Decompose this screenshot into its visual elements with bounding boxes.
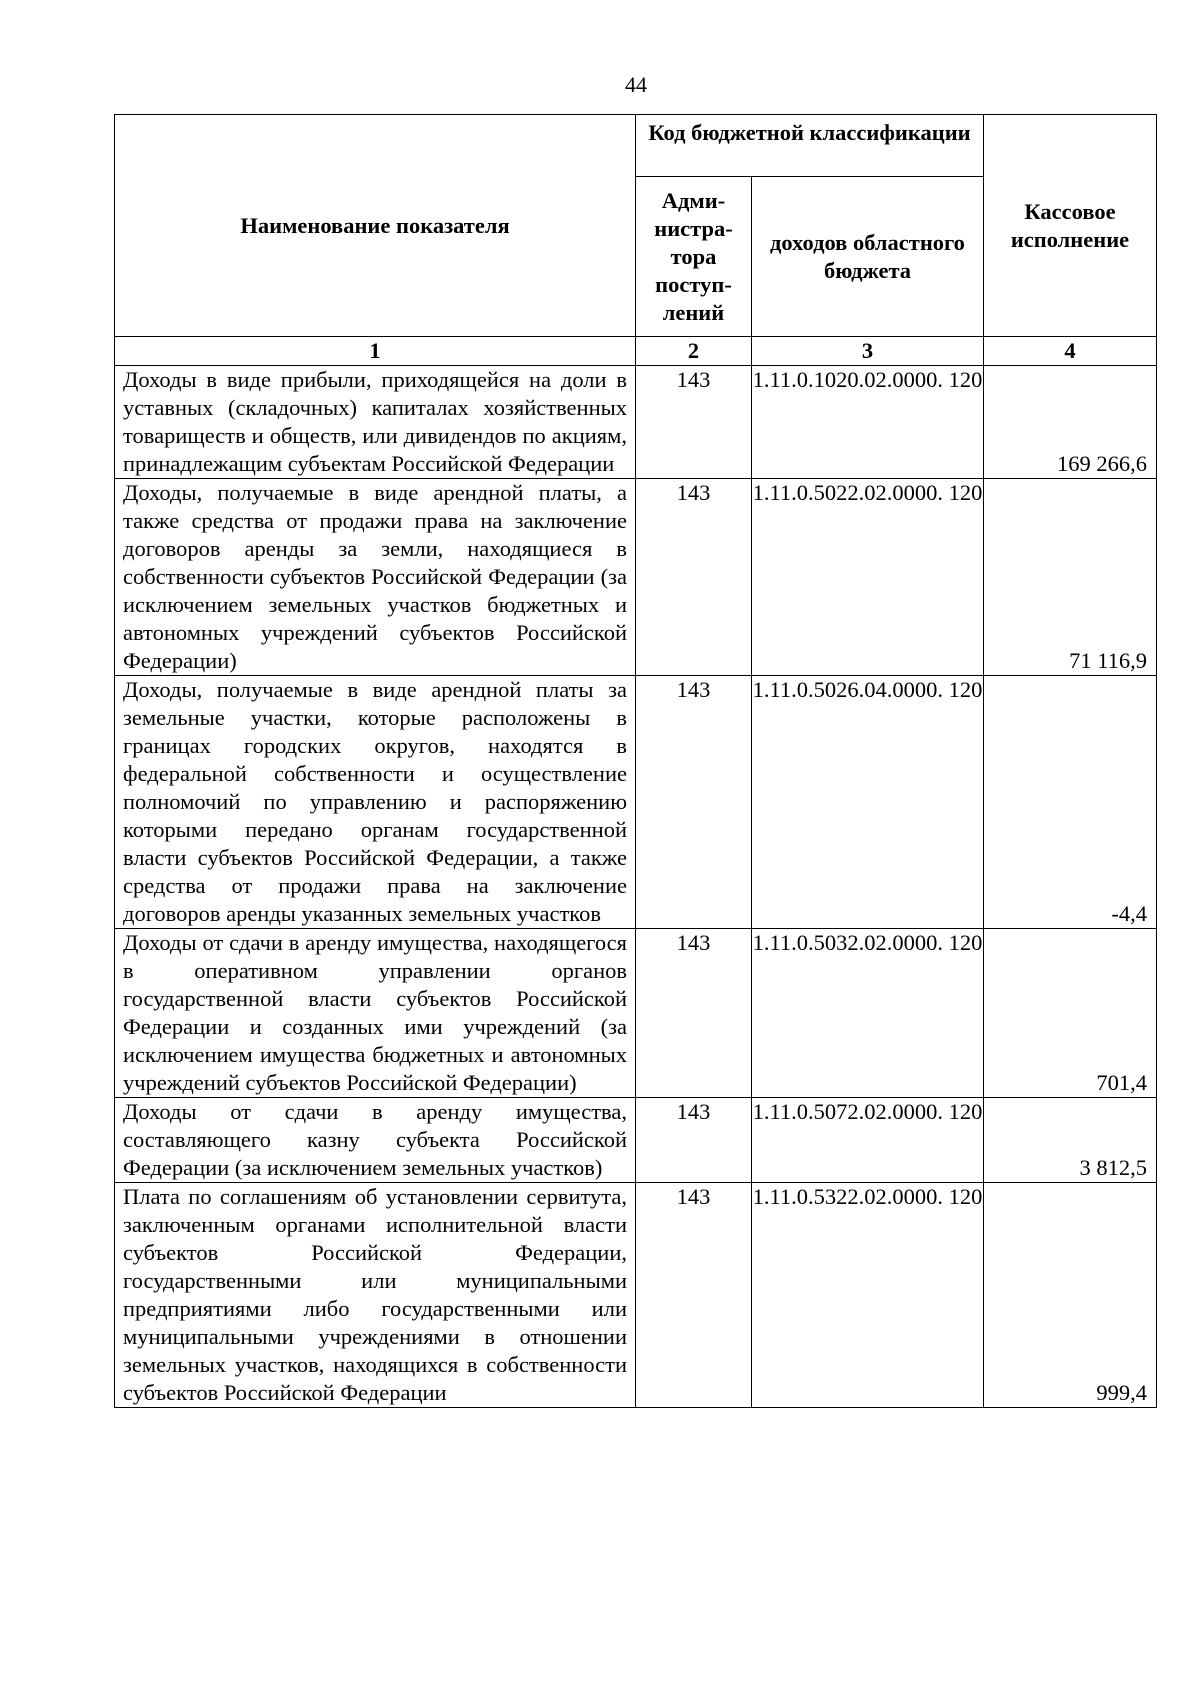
table-row (115, 1098, 1157, 1183)
income-code: 1.11.0.5072.02.0000. 120 (752, 1098, 984, 1183)
income-code: 1.11.0.5022.02.0000. 120 (752, 479, 984, 676)
cash-execution-amount: 999,4 (984, 1183, 1157, 1408)
column-numbers-row (115, 337, 1157, 366)
administrator-code: 143 (636, 479, 752, 676)
administrator-code: 143 (636, 1098, 752, 1183)
header-budget-classification-code: Код бюджетной классификации (636, 115, 984, 177)
income-code: 1.11.0.5026.04.0000. 120 (752, 676, 984, 929)
income-code: 1.11.0.1020.02.0000. 120 (752, 366, 984, 479)
indicator-name: Доходы в виде прибыли, приходящейся на доли в уставных (складочных) капиталах хозяйственных товариществ и обществ, или дивидендов по акциям, принадлежащим субъектам Российской Федерации (115, 366, 636, 479)
administrator-code: 143 (636, 929, 752, 1098)
cash-execution-amount: 701,4 (984, 929, 1157, 1098)
header-regional-budget-income: доходов областного бюджета (752, 177, 984, 337)
cash-execution-amount: 3 812,5 (984, 1098, 1157, 1183)
column-number: 3 (752, 337, 984, 366)
table-row (115, 676, 1157, 929)
table-row (115, 479, 1157, 676)
indicator-name: Плата по соглашениям об установлении сервитута, заключенным органами исполнительной власти субъектов Российской Федерации, государственными или муниципальными предприятиями либо государственными или муниципальными учреждениями в отношении земельных участков, находящихся в собственности субъектов Российской Федерации (115, 1183, 636, 1408)
column-number: 4 (984, 337, 1157, 366)
page-number: 44 (625, 72, 647, 97)
indicator-name: Доходы от сдачи в аренду имущества, находящегося в оперативном управлении органов государственной власти субъектов Российской Федерации и созданных ими учреждений (за исключением имущества бюджетных и автономных учреждений субъектов Российской Федерации) (115, 929, 636, 1098)
table-row (115, 366, 1157, 479)
administrator-code: 143 (636, 366, 752, 479)
table-row (115, 1183, 1157, 1408)
header-indicator-name: Наименование показателя (115, 115, 636, 337)
administrator-code: 143 (636, 676, 752, 929)
indicator-name: Доходы, получаемые в виде арендной платы за земельные участки, которые расположены в границах городских округов, находятся в федеральной собственности и осуществление полномочий по управлению и распоряжению которыми передано органам государственной власти субъектов Российской Федерации, а также средства от продажи права на заключение договоров аренды указанных земельных участков (115, 676, 636, 929)
column-number: 1 (115, 337, 636, 366)
indicator-name: Доходы, получаемые в виде арендной платы, а также средства от продажи права на заключение договоров аренды за земли, находящиеся в собственности субъектов Российской Федерации (за исключением земельных участков бюджетных и автономных учреждений субъектов Российской Федерации) (115, 479, 636, 676)
income-code: 1.11.0.5322.02.0000. 120 (752, 1183, 984, 1408)
income-code: 1.11.0.5032.02.0000. 120 (752, 929, 984, 1098)
budget-income-table (114, 114, 1157, 1408)
header-revenue-administrator: Адми-нистра-тора поступ-лений (636, 177, 752, 337)
column-number: 2 (636, 337, 752, 366)
indicator-name: Доходы от сдачи в аренду имущества, составляющего казну субъекта Российской Федерации (за исключением земельных участков) (115, 1098, 636, 1183)
cash-execution-amount: 169 266,6 (984, 366, 1157, 479)
header-cash-execution: Кассовое исполнение (984, 115, 1157, 337)
cash-execution-amount: 71 116,9 (984, 479, 1157, 676)
cash-execution-amount: -4,4 (984, 676, 1157, 929)
administrator-code: 143 (636, 1183, 752, 1408)
table-row (115, 929, 1157, 1098)
